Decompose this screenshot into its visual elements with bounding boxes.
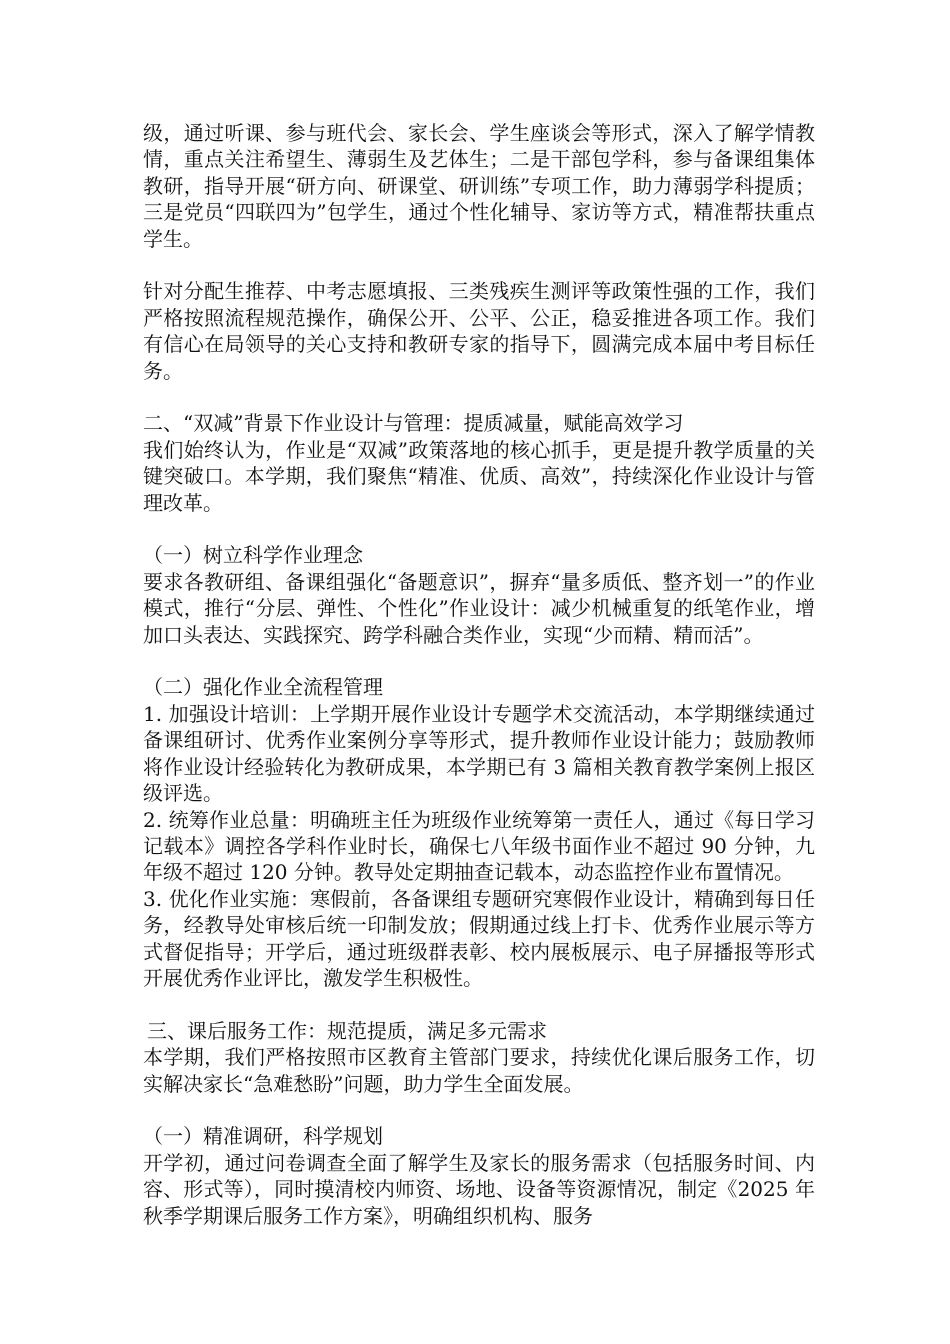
paragraph-continued-intro: 级，通过听课、参与班代会、家长会、学生座谈会等形式，深入了解学情教情，重点关注希望生、薄弱生及艺体生；二是干部包学科，参与备课组集体教研，指导开展“研方向、研课堂、研训练”专项工作，助力薄弱学科提质；三是党员“四联四为”包学生，通过个性化辅导、家访等方式，精准帮扶重点学生。 bbox=[143, 121, 815, 251]
section-heading-after-school: 三、课后服务工作：规范提质，满足多元需求 bbox=[147, 1018, 547, 1043]
paragraph-survey-planning: 开学初，通过问卷调查全面了解学生及家长的服务需求（包括服务时间、内容、形式等），同时摸清校内师资、场地、设备等资源情况，制定《2025 年秋季学期课后服务工作方案》，明确组织机构、服务 bbox=[143, 1150, 815, 1228]
subheading-homework-management: （二）强化作业全流程管理 bbox=[143, 675, 383, 700]
list-item-implementation: 3. 优化作业实施：寒假前，各备课组专题研究寒假作业设计，精确到每日任务，经教导处审核后统一印制发放；假期通过线上打卡、优秀作业展示等方式督促指导；开学后，通过班级群表彰、校内展板展示、电子屏播报等形式开展优秀作业评比，激发学生积极性。 bbox=[143, 886, 815, 990]
paragraph-gap bbox=[143, 991, 815, 1017]
list-item-design-training: 1. 加强设计培训：上学期开展作业设计专题学术交流活动，本学期继续通过备课组研讨、优秀作业案例分享等形式，提升教师作业设计能力；鼓励教师将作业设计经验转化为教研成果，本学期已有 3 篇相关教育教学案例上报区级评选。 bbox=[143, 701, 815, 806]
paragraph-homework-concept: 要求各教研组、备课组强化“备题意识”，摒弃“量多质低、整齐划一”的作业模式，推行“分层、弹性、个性化”作业设计：减少机械重复的纸笔作业，增加口头表达、实践探究、跨学科融合类作业，实现“少而精、精而活”。 bbox=[143, 569, 815, 647]
subheading-homework-concept: （一）树立科学作业理念 bbox=[143, 543, 363, 568]
paragraph-gap bbox=[143, 1097, 815, 1123]
paragraph-gap bbox=[143, 516, 815, 542]
section-heading-homework: 二、“双减”背景下作业设计与管理：提质减量，赋能高效学习 bbox=[143, 411, 684, 436]
paragraph-homework-intro: 我们始终认为，作业是“双减”政策落地的核心抓手，更是提升教学质量的关键突破口。本学期，我们聚焦“精准、优质、高效”，持续深化作业设计与管理改革。 bbox=[143, 437, 815, 515]
paragraph-gap bbox=[143, 252, 815, 278]
paragraph-policy-work: 针对分配生推荐、中考志愿填报、三类残疾生测评等政策性强的工作，我们严格按照流程规范操作，确保公开、公平、公正，稳妥推进各项工作。我们有信心在局领导的关心支持和教研专家的指导下，圆满完成本届中考目标任务。 bbox=[143, 279, 815, 383]
document-body bbox=[143, 120, 815, 1229]
paragraph-gap bbox=[143, 648, 815, 674]
list-item-total-workload: 2. 统筹作业总量：明确班主任为班级作业统筹第一责任人，通过《每日学习记载本》调控各学科作业时长，确保七八年级书面作业不超过 90 分钟，九年级不超过 120 分钟。教导处定期抽查记载本，动态监控作业布置情况。 bbox=[143, 807, 815, 885]
paragraph-gap bbox=[143, 384, 815, 410]
subheading-survey-planning: （一）精准调研，科学规划 bbox=[143, 1124, 383, 1149]
paragraph-after-school-intro: 本学期，我们严格按照市区教育主管部门要求，持续优化课后服务工作，切实解决家长“急难愁盼”问题，助力学生全面发展。 bbox=[143, 1045, 815, 1096]
